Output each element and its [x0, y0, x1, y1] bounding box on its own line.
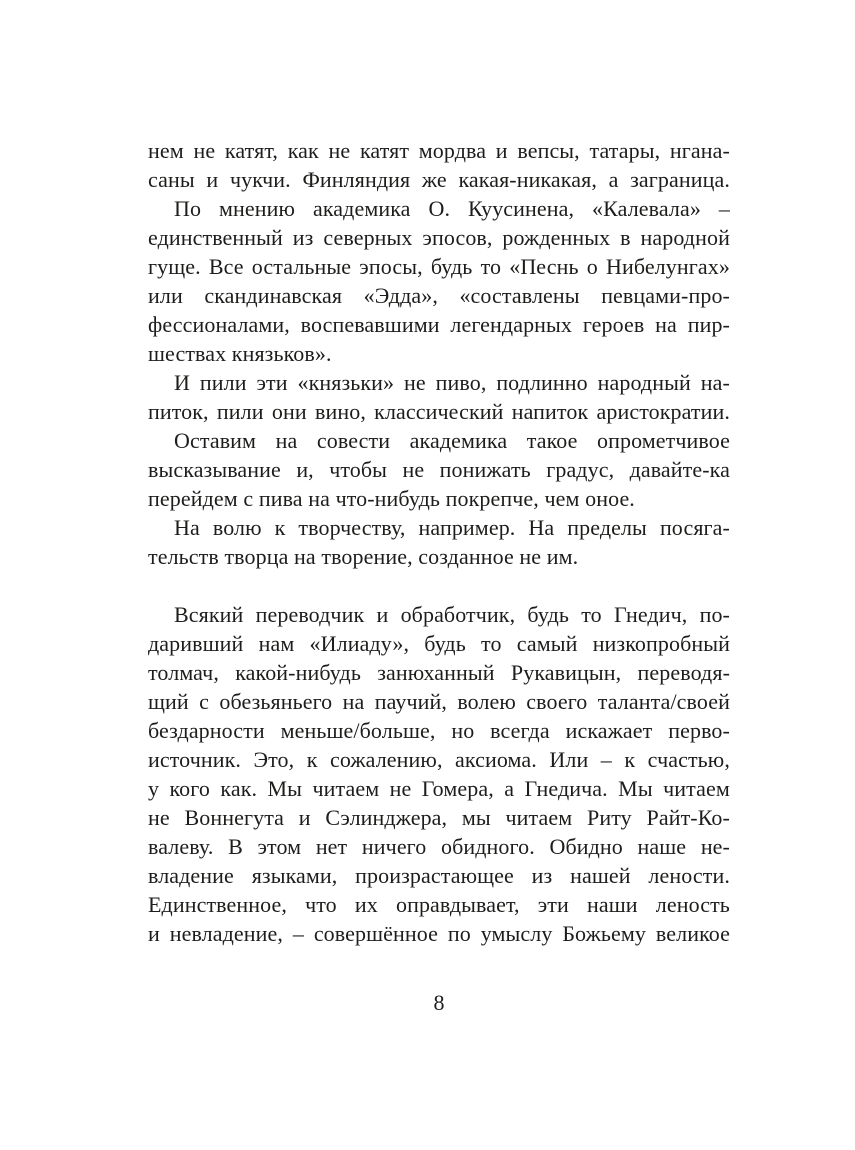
word: градус,	[546, 457, 615, 482]
word: читаем	[312, 776, 380, 801]
word: катят,	[224, 138, 278, 163]
word: меньше/больше,	[280, 718, 436, 743]
word: на	[342, 689, 365, 714]
word: не	[193, 138, 216, 163]
word: Это,	[253, 747, 295, 772]
word: какая-никакая,	[458, 167, 597, 192]
word: невладение,	[169, 921, 283, 946]
word: сожалению,	[329, 747, 443, 772]
word: низкопробный	[592, 631, 730, 656]
word: Всякий	[174, 602, 244, 627]
word: и	[495, 138, 508, 163]
word: подлинно	[496, 370, 588, 395]
word: наше	[637, 834, 687, 859]
word: самый	[516, 631, 578, 656]
word: Рукавицын,	[510, 660, 622, 685]
word: читаем	[505, 805, 573, 830]
word: «Песнь	[509, 254, 579, 279]
word: мы	[461, 805, 491, 830]
word: катят	[359, 138, 410, 163]
text-line	[148, 832, 730, 861]
word: нгана-	[669, 138, 730, 163]
word: Или	[549, 747, 589, 772]
word: искажает	[565, 718, 653, 743]
text-line	[148, 919, 730, 948]
word: оправдывает,	[395, 892, 520, 917]
word: По	[174, 196, 202, 221]
text-line	[148, 658, 730, 687]
word: о	[586, 254, 598, 279]
word: и	[376, 602, 389, 627]
text-line	[148, 136, 730, 165]
word: –	[718, 196, 730, 221]
word: всегда	[490, 718, 550, 743]
word: пиво,	[435, 370, 487, 395]
word: на-	[700, 370, 730, 395]
word: таланта/своей	[597, 689, 730, 714]
word: академика	[312, 196, 411, 221]
word: пили	[216, 399, 264, 424]
word: «Калевала»	[592, 196, 701, 221]
paragraph	[148, 513, 730, 571]
word: волю	[212, 515, 262, 540]
word: как	[287, 138, 319, 163]
word: владение	[148, 863, 234, 888]
word: наши	[586, 892, 638, 917]
word: кого	[169, 776, 210, 801]
word: пределы	[567, 515, 647, 540]
word: великое	[655, 921, 730, 946]
text-line	[148, 368, 730, 397]
word: не	[389, 776, 412, 801]
word: умыслу	[480, 921, 553, 946]
word: напиток	[511, 399, 589, 424]
text-line	[148, 223, 730, 252]
text-line: шествах князьков».	[148, 341, 332, 366]
word: и,	[296, 457, 314, 482]
word: Гнедич,	[613, 602, 688, 627]
word: опрометчивое	[597, 428, 730, 453]
word: этом	[257, 834, 302, 859]
text-line	[148, 194, 730, 223]
word: вепсы,	[517, 138, 580, 163]
word: и	[298, 805, 311, 830]
word: не	[328, 138, 351, 163]
word: совести	[316, 428, 391, 453]
word: волею	[457, 689, 516, 714]
word: же	[421, 167, 447, 192]
word: Божьему	[562, 921, 647, 946]
word: будь	[527, 602, 570, 627]
word: пили	[199, 370, 247, 395]
word: северных	[323, 225, 413, 250]
word: их	[354, 892, 378, 917]
word: пир-	[687, 312, 730, 337]
text-line	[148, 861, 730, 890]
text-block	[148, 136, 730, 948]
word: языками,	[251, 863, 338, 888]
text-line	[148, 165, 730, 194]
word: на	[275, 428, 298, 453]
word: Единственное,	[148, 892, 287, 917]
word: Нибелунгах»	[605, 254, 730, 279]
word: Оставим	[174, 428, 257, 453]
word: фессионалами,	[148, 312, 290, 337]
word: но	[451, 718, 475, 743]
word: будь	[424, 631, 466, 656]
word: единственный	[148, 225, 283, 250]
word: они	[271, 399, 307, 424]
word: Финляндия	[302, 167, 411, 192]
text-line	[148, 774, 730, 803]
text-line	[148, 397, 730, 426]
word: произрастающее	[355, 863, 514, 888]
text-line	[148, 890, 730, 919]
word: –	[600, 747, 612, 772]
word: у	[148, 776, 160, 801]
word: по-	[699, 602, 730, 627]
word: академика	[409, 428, 508, 453]
word: будь	[430, 254, 473, 279]
word: в	[620, 225, 631, 250]
word: На	[528, 515, 555, 540]
word: леность	[655, 892, 730, 917]
word: бездарности	[148, 718, 265, 743]
word: то	[480, 254, 502, 279]
paragraph	[148, 194, 730, 368]
word: или	[148, 283, 183, 308]
word: «составлены	[459, 283, 580, 308]
word: и	[148, 921, 160, 946]
word: нам	[258, 631, 295, 656]
word: народной	[640, 225, 730, 250]
word: саны	[148, 167, 195, 192]
word: что	[305, 892, 337, 917]
word: аксиома.	[455, 747, 537, 772]
word: из	[531, 863, 553, 888]
paragraph	[148, 426, 730, 513]
word: щий	[148, 689, 189, 714]
word: «Эдда»,	[363, 283, 438, 308]
word: занюханный	[377, 660, 495, 685]
word: какой-нибудь	[235, 660, 361, 685]
word: Мы	[618, 776, 653, 801]
word: переводя-	[637, 660, 730, 685]
word: воспевавшими	[300, 312, 440, 337]
word: не	[404, 370, 426, 395]
word: то	[481, 631, 502, 656]
word: Мы	[267, 776, 303, 801]
word: певцами-про-	[601, 283, 730, 308]
page-number: 8	[433, 990, 445, 1015]
word: своего	[526, 689, 588, 714]
word: по	[447, 921, 471, 946]
word: Риту	[587, 805, 632, 830]
word: чукчи.	[229, 167, 291, 192]
word: –	[292, 921, 304, 946]
word: героев	[582, 312, 645, 337]
word: ничего	[361, 834, 427, 859]
word: аристократии.	[596, 399, 730, 424]
word: чтобы	[329, 457, 388, 482]
word: с	[199, 689, 210, 714]
word: не	[148, 805, 170, 830]
word: к	[274, 515, 286, 540]
word: обработчик,	[400, 602, 516, 627]
text-line	[148, 252, 730, 281]
text-line	[148, 513, 730, 542]
word: а	[504, 776, 515, 801]
word: источник.	[148, 747, 241, 772]
word: мордва	[418, 138, 487, 163]
paragraph	[148, 136, 730, 194]
word: высказывание	[148, 457, 281, 482]
text-line	[148, 426, 730, 455]
word: заграница.	[630, 167, 730, 192]
word: перво-	[668, 718, 730, 743]
text-line	[148, 281, 730, 310]
word: нем	[148, 138, 184, 163]
word: В	[228, 834, 243, 859]
word: татары,	[589, 138, 661, 163]
word: Райт-Ко-	[646, 805, 730, 830]
text-line	[148, 687, 730, 716]
text-line: перейдем с пива на что-нибудь покрепче, чем оное.	[148, 486, 635, 511]
word: Гомера,	[421, 776, 494, 801]
word: толмач,	[148, 660, 219, 685]
word: Все	[208, 254, 244, 279]
paragraph	[148, 368, 730, 426]
word: например.	[418, 515, 516, 540]
word: к	[624, 747, 636, 772]
word: совершённое	[313, 921, 438, 946]
text-line	[148, 745, 730, 774]
word: остальные	[251, 254, 352, 279]
text-line	[148, 600, 730, 629]
word: лености.	[648, 863, 730, 888]
word: валеву.	[148, 834, 214, 859]
text-line	[148, 803, 730, 832]
word: читаем	[663, 776, 730, 801]
word: счастью,	[647, 747, 730, 772]
word: народный	[597, 370, 691, 395]
word: гуще.	[148, 254, 201, 279]
text-line	[148, 629, 730, 658]
word: классический	[374, 399, 504, 424]
word: скандинавская	[204, 283, 343, 308]
word: эти	[537, 892, 569, 917]
word: И	[174, 370, 190, 395]
word: творчеству,	[298, 515, 406, 540]
word: посяга-	[659, 515, 730, 540]
text-line: тельств творца на творение, созданное не им.	[148, 544, 579, 569]
word: На	[174, 515, 200, 540]
word: даривший	[148, 631, 244, 656]
word: эпосов,	[422, 225, 493, 250]
word: обидного.	[441, 834, 535, 859]
word: как.	[220, 776, 258, 801]
word: из	[292, 225, 314, 250]
word: Сэлинджера,	[325, 805, 448, 830]
word: такое	[526, 428, 578, 453]
word: легендарных	[450, 312, 573, 337]
word: понижать	[439, 457, 531, 482]
word: рожденных	[502, 225, 611, 250]
word: не	[402, 457, 425, 482]
word: нет	[315, 834, 348, 859]
word: к	[306, 747, 318, 772]
word: О.	[428, 196, 451, 221]
word: давайте-ка	[629, 457, 730, 482]
word: Обидно	[549, 834, 623, 859]
text-line	[148, 716, 730, 745]
word: Куусинена,	[467, 196, 575, 221]
word: эти	[256, 370, 288, 395]
text-line	[148, 455, 730, 484]
word: а	[608, 167, 619, 192]
word: нашей	[570, 863, 631, 888]
word: эпосы,	[359, 254, 423, 279]
word: и	[206, 167, 219, 192]
word: мнению	[219, 196, 296, 221]
paragraph	[148, 600, 730, 948]
word: на	[655, 312, 677, 337]
word: питок,	[148, 399, 209, 424]
word: переводчик	[255, 602, 365, 627]
word: обезьяньего	[219, 689, 333, 714]
word: вино,	[314, 399, 366, 424]
word: «Илиаду»,	[309, 631, 410, 656]
word: то	[581, 602, 602, 627]
word: Гнедича.	[524, 776, 608, 801]
word: паучий,	[374, 689, 447, 714]
word: не-	[700, 834, 730, 859]
word: Воннегута	[184, 805, 285, 830]
word: «князьки»	[297, 370, 395, 395]
text-line	[148, 310, 730, 339]
